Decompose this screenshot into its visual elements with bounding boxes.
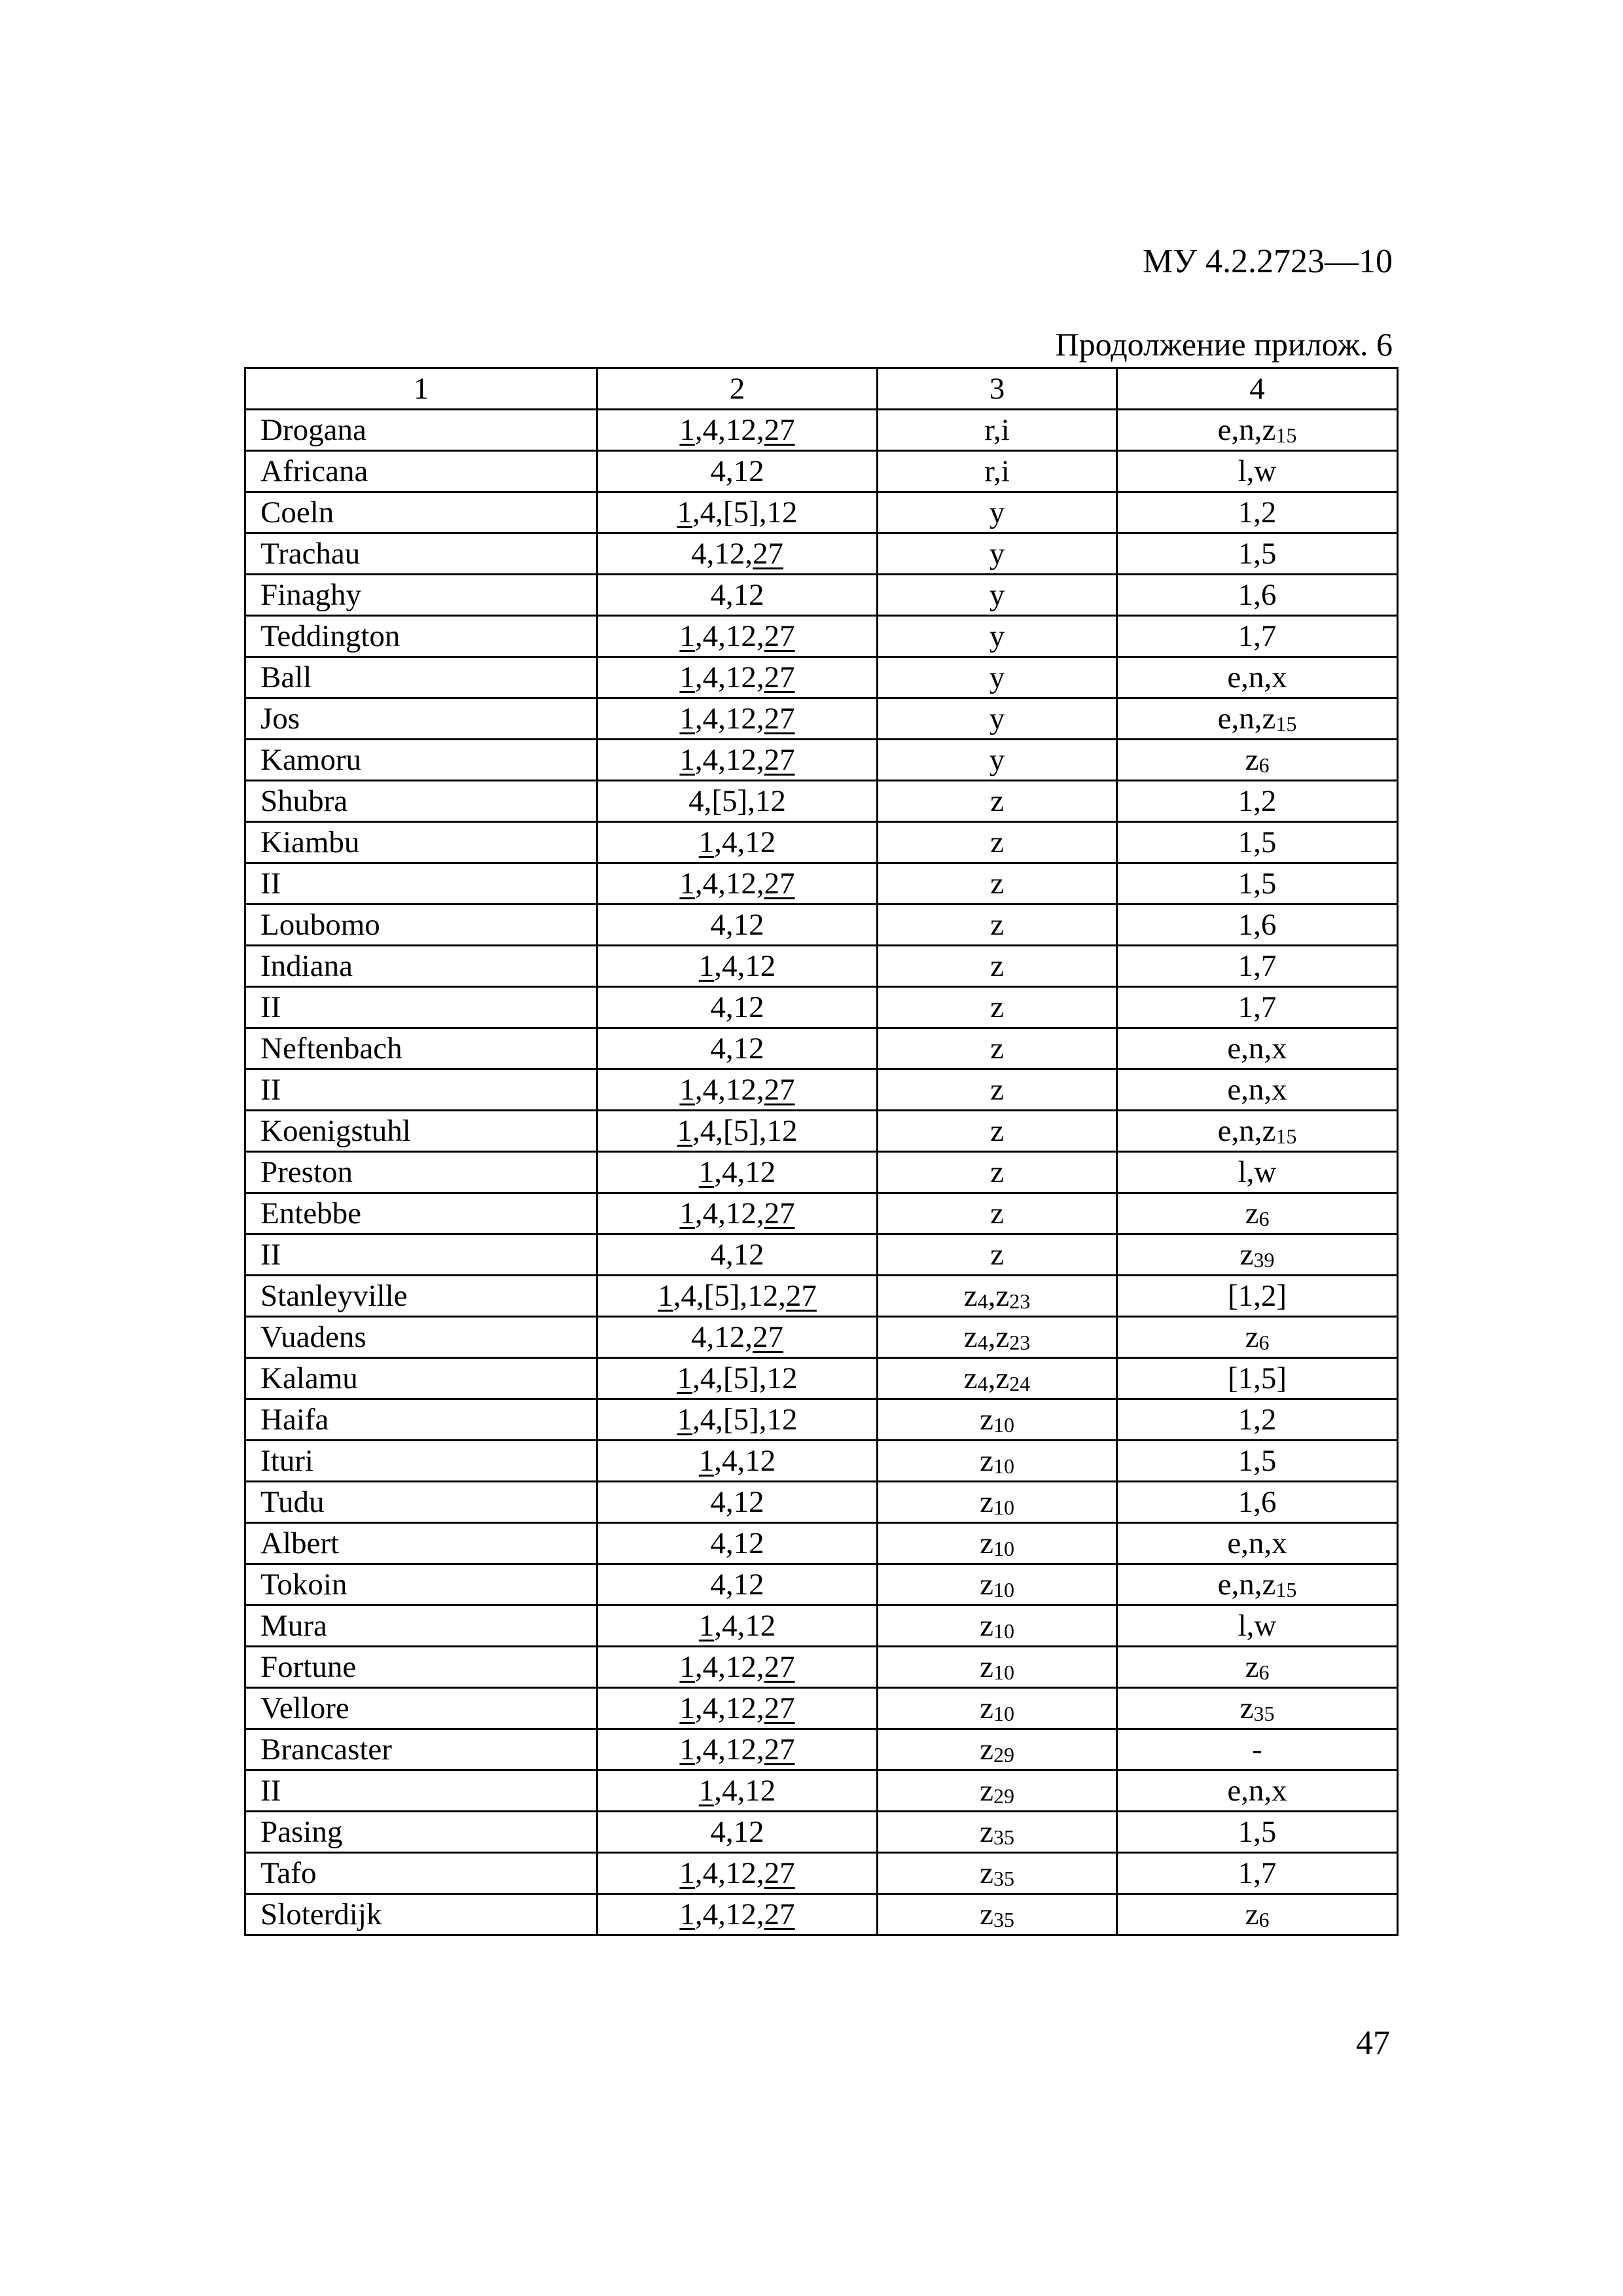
serovar-name-cell: II (245, 1770, 597, 1812)
h-phase2-cell: 1,5 (1117, 533, 1398, 575)
table-row (245, 1234, 1398, 1276)
o-antigen-cell: 4,12 (597, 1564, 878, 1605)
h-phase2-cell: $z_6$ (1117, 1193, 1398, 1234)
serovar-name-cell: Finaghy (245, 575, 597, 616)
h-phase2-cell: $z_6$ (1117, 1894, 1398, 1935)
o-antigen-cell: 4,[5],12 (597, 781, 878, 822)
h-phase1-cell: z (878, 1152, 1117, 1193)
o-antigen-cell: 1,4,12,27 (597, 1193, 878, 1234)
h-phase2-cell: 1,2 (1117, 492, 1398, 533)
column-header-2: 2 (597, 368, 878, 410)
serovar-name-cell: Stanleyville (245, 1276, 597, 1317)
h-phase2-cell: e,n,x (1117, 1523, 1398, 1564)
column-header-1: 1 (245, 368, 597, 410)
o-antigen-cell: 1,4,12,27 (597, 1647, 878, 1688)
h-phase1-cell: y (878, 657, 1117, 698)
o-antigen-cell: 4,12 (597, 905, 878, 946)
o-antigen-cell: 1,4,12,27 (597, 1688, 878, 1729)
h-phase2-cell: [1,5] (1117, 1358, 1398, 1399)
serovar-name-cell: Teddington (245, 616, 597, 657)
table-row (245, 946, 1398, 987)
table-row (245, 1399, 1398, 1441)
column-header-3: 3 (878, 368, 1117, 410)
o-antigen-cell: 1,4,12,27 (597, 616, 878, 657)
serovar-name-cell: Africana (245, 451, 597, 492)
h-phase2-cell: $e,n,z_{15}$ (1117, 698, 1398, 740)
h-phase1-cell: $z_{10}$ (878, 1564, 1117, 1605)
h-phase1-cell: z (878, 863, 1117, 905)
serovar-name-cell: Neftenbach (245, 1028, 597, 1069)
table-row (245, 616, 1398, 657)
o-antigen-cell: 1,4,[5],12,27 (597, 1276, 878, 1317)
o-antigen-cell: 4,12 (597, 451, 878, 492)
o-antigen-cell: 1,4,12 (597, 1152, 878, 1193)
o-antigen-cell: 1,4,[5],12 (597, 1399, 878, 1441)
table-row (245, 1482, 1398, 1523)
h-phase1-cell: z (878, 1193, 1117, 1234)
h-phase1-cell: y (878, 533, 1117, 575)
serovar-name-cell: Kamoru (245, 740, 597, 781)
h-phase2-cell: 1,7 (1117, 987, 1398, 1028)
h-phase1-cell: $z_{35}$ (878, 1894, 1117, 1935)
o-antigen-cell: 1,4,12 (597, 1441, 878, 1482)
serovar-name-cell: Coeln (245, 492, 597, 533)
h-phase2-cell: 1,6 (1117, 905, 1398, 946)
table-row (245, 1441, 1398, 1482)
serovar-name-cell: II (245, 1234, 597, 1276)
h-phase2-cell: 1,2 (1117, 781, 1398, 822)
table-row (245, 987, 1398, 1028)
o-antigen-cell: 1,4,12,27 (597, 1069, 878, 1111)
table-row (245, 698, 1398, 740)
o-antigen-cell: 1,4,12,27 (597, 1853, 878, 1894)
h-phase1-cell: $z_4,z_{23}$ (878, 1276, 1117, 1317)
h-phase2-cell: 1,7 (1117, 946, 1398, 987)
o-antigen-cell: 1,4,12,27 (597, 740, 878, 781)
serovar-name-cell: Brancaster (245, 1729, 597, 1770)
o-antigen-cell: 1,4,12,27 (597, 1894, 878, 1935)
h-phase2-cell: 1,5 (1117, 863, 1398, 905)
o-antigen-cell: 1,4,12,27 (597, 698, 878, 740)
o-antigen-cell: 1,4,12,27 (597, 863, 878, 905)
serovar-name-cell: Jos (245, 698, 597, 740)
h-phase1-cell: $z_4,z_{23}$ (878, 1317, 1117, 1358)
h-phase1-cell: $z_{29}$ (878, 1770, 1117, 1812)
o-antigen-cell: 1,4,12 (597, 1605, 878, 1647)
table-row (245, 1028, 1398, 1069)
o-antigen-cell: 4,12 (597, 1812, 878, 1853)
o-antigen-cell: 4,12 (597, 1028, 878, 1069)
table-row (245, 863, 1398, 905)
serovar-name-cell: Sloterdijk (245, 1894, 597, 1935)
h-phase2-cell: - (1117, 1729, 1398, 1770)
serovar-name-cell: Kalamu (245, 1358, 597, 1399)
table-header-row (245, 368, 1398, 410)
antigen-table (244, 367, 1399, 1936)
table-row (245, 1111, 1398, 1152)
h-phase1-cell: $z_{10}$ (878, 1523, 1117, 1564)
serovar-name-cell: Trachau (245, 533, 597, 575)
h-phase1-cell: $z_{10}$ (878, 1399, 1117, 1441)
h-phase1-cell: $z_4,z_{24}$ (878, 1358, 1117, 1399)
h-phase2-cell: $z_6$ (1117, 740, 1398, 781)
o-antigen-cell: 1,4,12 (597, 1770, 878, 1812)
h-phase1-cell: $z_{10}$ (878, 1647, 1117, 1688)
table-row (245, 410, 1398, 451)
serovar-name-cell: Ball (245, 657, 597, 698)
table-row (245, 1152, 1398, 1193)
h-phase2-cell: [1,2] (1117, 1276, 1398, 1317)
o-antigen-cell: 1,4,12,27 (597, 1729, 878, 1770)
h-phase1-cell: z (878, 822, 1117, 863)
h-phase1-cell: z (878, 905, 1117, 946)
h-phase1-cell: z (878, 1028, 1117, 1069)
h-phase2-cell: l,w (1117, 1152, 1398, 1193)
h-phase1-cell: z (878, 946, 1117, 987)
serovar-name-cell: Haifa (245, 1399, 597, 1441)
serovar-name-cell: Entebbe (245, 1193, 597, 1234)
o-antigen-cell: 1,4,12,27 (597, 410, 878, 451)
h-phase1-cell: y (878, 492, 1117, 533)
serovar-name-cell: Tafo (245, 1853, 597, 1894)
h-phase1-cell: $z_{10}$ (878, 1688, 1117, 1729)
h-phase1-cell: y (878, 740, 1117, 781)
table-row (245, 1276, 1398, 1317)
h-phase1-cell: z (878, 1069, 1117, 1111)
table-row (245, 781, 1398, 822)
serovar-name-cell: Albert (245, 1523, 597, 1564)
table-row (245, 1317, 1398, 1358)
o-antigen-cell: 1,4,12 (597, 822, 878, 863)
serovar-name-cell: Tokoin (245, 1564, 597, 1605)
h-phase2-cell: 1,7 (1117, 616, 1398, 657)
h-phase2-cell: $e,n,z_{15}$ (1117, 410, 1398, 451)
h-phase1-cell: $z_{35}$ (878, 1812, 1117, 1853)
table-row (245, 1193, 1398, 1234)
table-row (245, 1729, 1398, 1770)
h-phase1-cell: r,i (878, 451, 1117, 492)
serovar-name-cell: Tudu (245, 1482, 597, 1523)
column-header-4: 4 (1117, 368, 1398, 410)
h-phase2-cell: $z_6$ (1117, 1647, 1398, 1688)
table-row (245, 1358, 1398, 1399)
o-antigen-cell: 4,12 (597, 1482, 878, 1523)
table-row (245, 1853, 1398, 1894)
table-row (245, 575, 1398, 616)
o-antigen-cell: 1,4,12 (597, 946, 878, 987)
h-phase2-cell: $z_{35}$ (1117, 1688, 1398, 1729)
h-phase1-cell: y (878, 616, 1117, 657)
h-phase1-cell: $z_{29}$ (878, 1729, 1117, 1770)
table-row (245, 1647, 1398, 1688)
h-phase1-cell: $z_{35}$ (878, 1853, 1117, 1894)
serovar-name-cell: II (245, 1069, 597, 1111)
table-row (245, 492, 1398, 533)
page-number: 47 (1356, 2024, 1390, 2062)
serovar-name-cell: Ituri (245, 1441, 597, 1482)
serovar-name-cell: Preston (245, 1152, 597, 1193)
table-row (245, 1069, 1398, 1111)
o-antigen-cell: 4,12 (597, 575, 878, 616)
h-phase1-cell: y (878, 575, 1117, 616)
continuation-caption: Продолжение прилож. 6 (1055, 326, 1393, 363)
o-antigen-cell: 4,12,27 (597, 1317, 878, 1358)
h-phase2-cell: $z_{39}$ (1117, 1234, 1398, 1276)
h-phase1-cell: $z_{10}$ (878, 1441, 1117, 1482)
table-row (245, 1688, 1398, 1729)
o-antigen-cell: 4,12 (597, 1234, 878, 1276)
h-phase1-cell: $z_{10}$ (878, 1482, 1117, 1523)
o-antigen-cell: 1,4,[5],12 (597, 1111, 878, 1152)
h-phase2-cell: $e,n,z_{15}$ (1117, 1111, 1398, 1152)
table-row (245, 1523, 1398, 1564)
h-phase1-cell: z (878, 1234, 1117, 1276)
h-phase1-cell: $z_{10}$ (878, 1605, 1117, 1647)
table-row (245, 451, 1398, 492)
table-row (245, 740, 1398, 781)
serovar-name-cell: II (245, 863, 597, 905)
o-antigen-cell: 1,4,[5],12 (597, 1358, 878, 1399)
h-phase2-cell: 1,2 (1117, 1399, 1398, 1441)
table-row (245, 657, 1398, 698)
o-antigen-cell: 4,12 (597, 987, 878, 1028)
serovar-name-cell: Koenigstuhl (245, 1111, 597, 1152)
serovar-name-cell: Vuadens (245, 1317, 597, 1358)
h-phase2-cell: 1,6 (1117, 575, 1398, 616)
serovar-name-cell: Fortune (245, 1647, 597, 1688)
h-phase2-cell: e,n,x (1117, 657, 1398, 698)
h-phase2-cell: l,w (1117, 451, 1398, 492)
h-phase2-cell: e,n,x (1117, 1770, 1398, 1812)
h-phase2-cell: $e,n,z_{15}$ (1117, 1564, 1398, 1605)
o-antigen-cell: 1,4,[5],12 (597, 492, 878, 533)
table-row (245, 533, 1398, 575)
h-phase1-cell: r,i (878, 410, 1117, 451)
h-phase2-cell: 1,5 (1117, 1441, 1398, 1482)
table-row (245, 1564, 1398, 1605)
serovar-name-cell: Loubomo (245, 905, 597, 946)
serovar-name-cell: Kiambu (245, 822, 597, 863)
serovar-name-cell: Shubra (245, 781, 597, 822)
serovar-name-cell: Indiana (245, 946, 597, 987)
table-row (245, 1605, 1398, 1647)
serovar-name-cell: Mura (245, 1605, 597, 1647)
h-phase2-cell: e,n,x (1117, 1069, 1398, 1111)
o-antigen-cell: 1,4,12,27 (597, 657, 878, 698)
h-phase2-cell: $z_6$ (1117, 1317, 1398, 1358)
h-phase1-cell: z (878, 1111, 1117, 1152)
h-phase2-cell: l,w (1117, 1605, 1398, 1647)
serovar-name-cell: Pasing (245, 1812, 597, 1853)
serovar-name-cell: II (245, 987, 597, 1028)
o-antigen-cell: 4,12,27 (597, 533, 878, 575)
table-row (245, 905, 1398, 946)
document-code: МУ 4.2.2723—10 (1142, 243, 1393, 280)
h-phase2-cell: 1,5 (1117, 1812, 1398, 1853)
h-phase2-cell: e,n,x (1117, 1028, 1398, 1069)
h-phase1-cell: z (878, 987, 1117, 1028)
serovar-name-cell: Drogana (245, 410, 597, 451)
h-phase2-cell: 1,5 (1117, 822, 1398, 863)
table-row (245, 822, 1398, 863)
o-antigen-cell: 4,12 (597, 1523, 878, 1564)
h-phase2-cell: 1,7 (1117, 1853, 1398, 1894)
table-row (245, 1812, 1398, 1853)
h-phase1-cell: y (878, 698, 1117, 740)
serovar-name-cell: Vellore (245, 1688, 597, 1729)
h-phase1-cell: z (878, 781, 1117, 822)
table-row (245, 1770, 1398, 1812)
table-row (245, 1894, 1398, 1935)
h-phase2-cell: 1,6 (1117, 1482, 1398, 1523)
